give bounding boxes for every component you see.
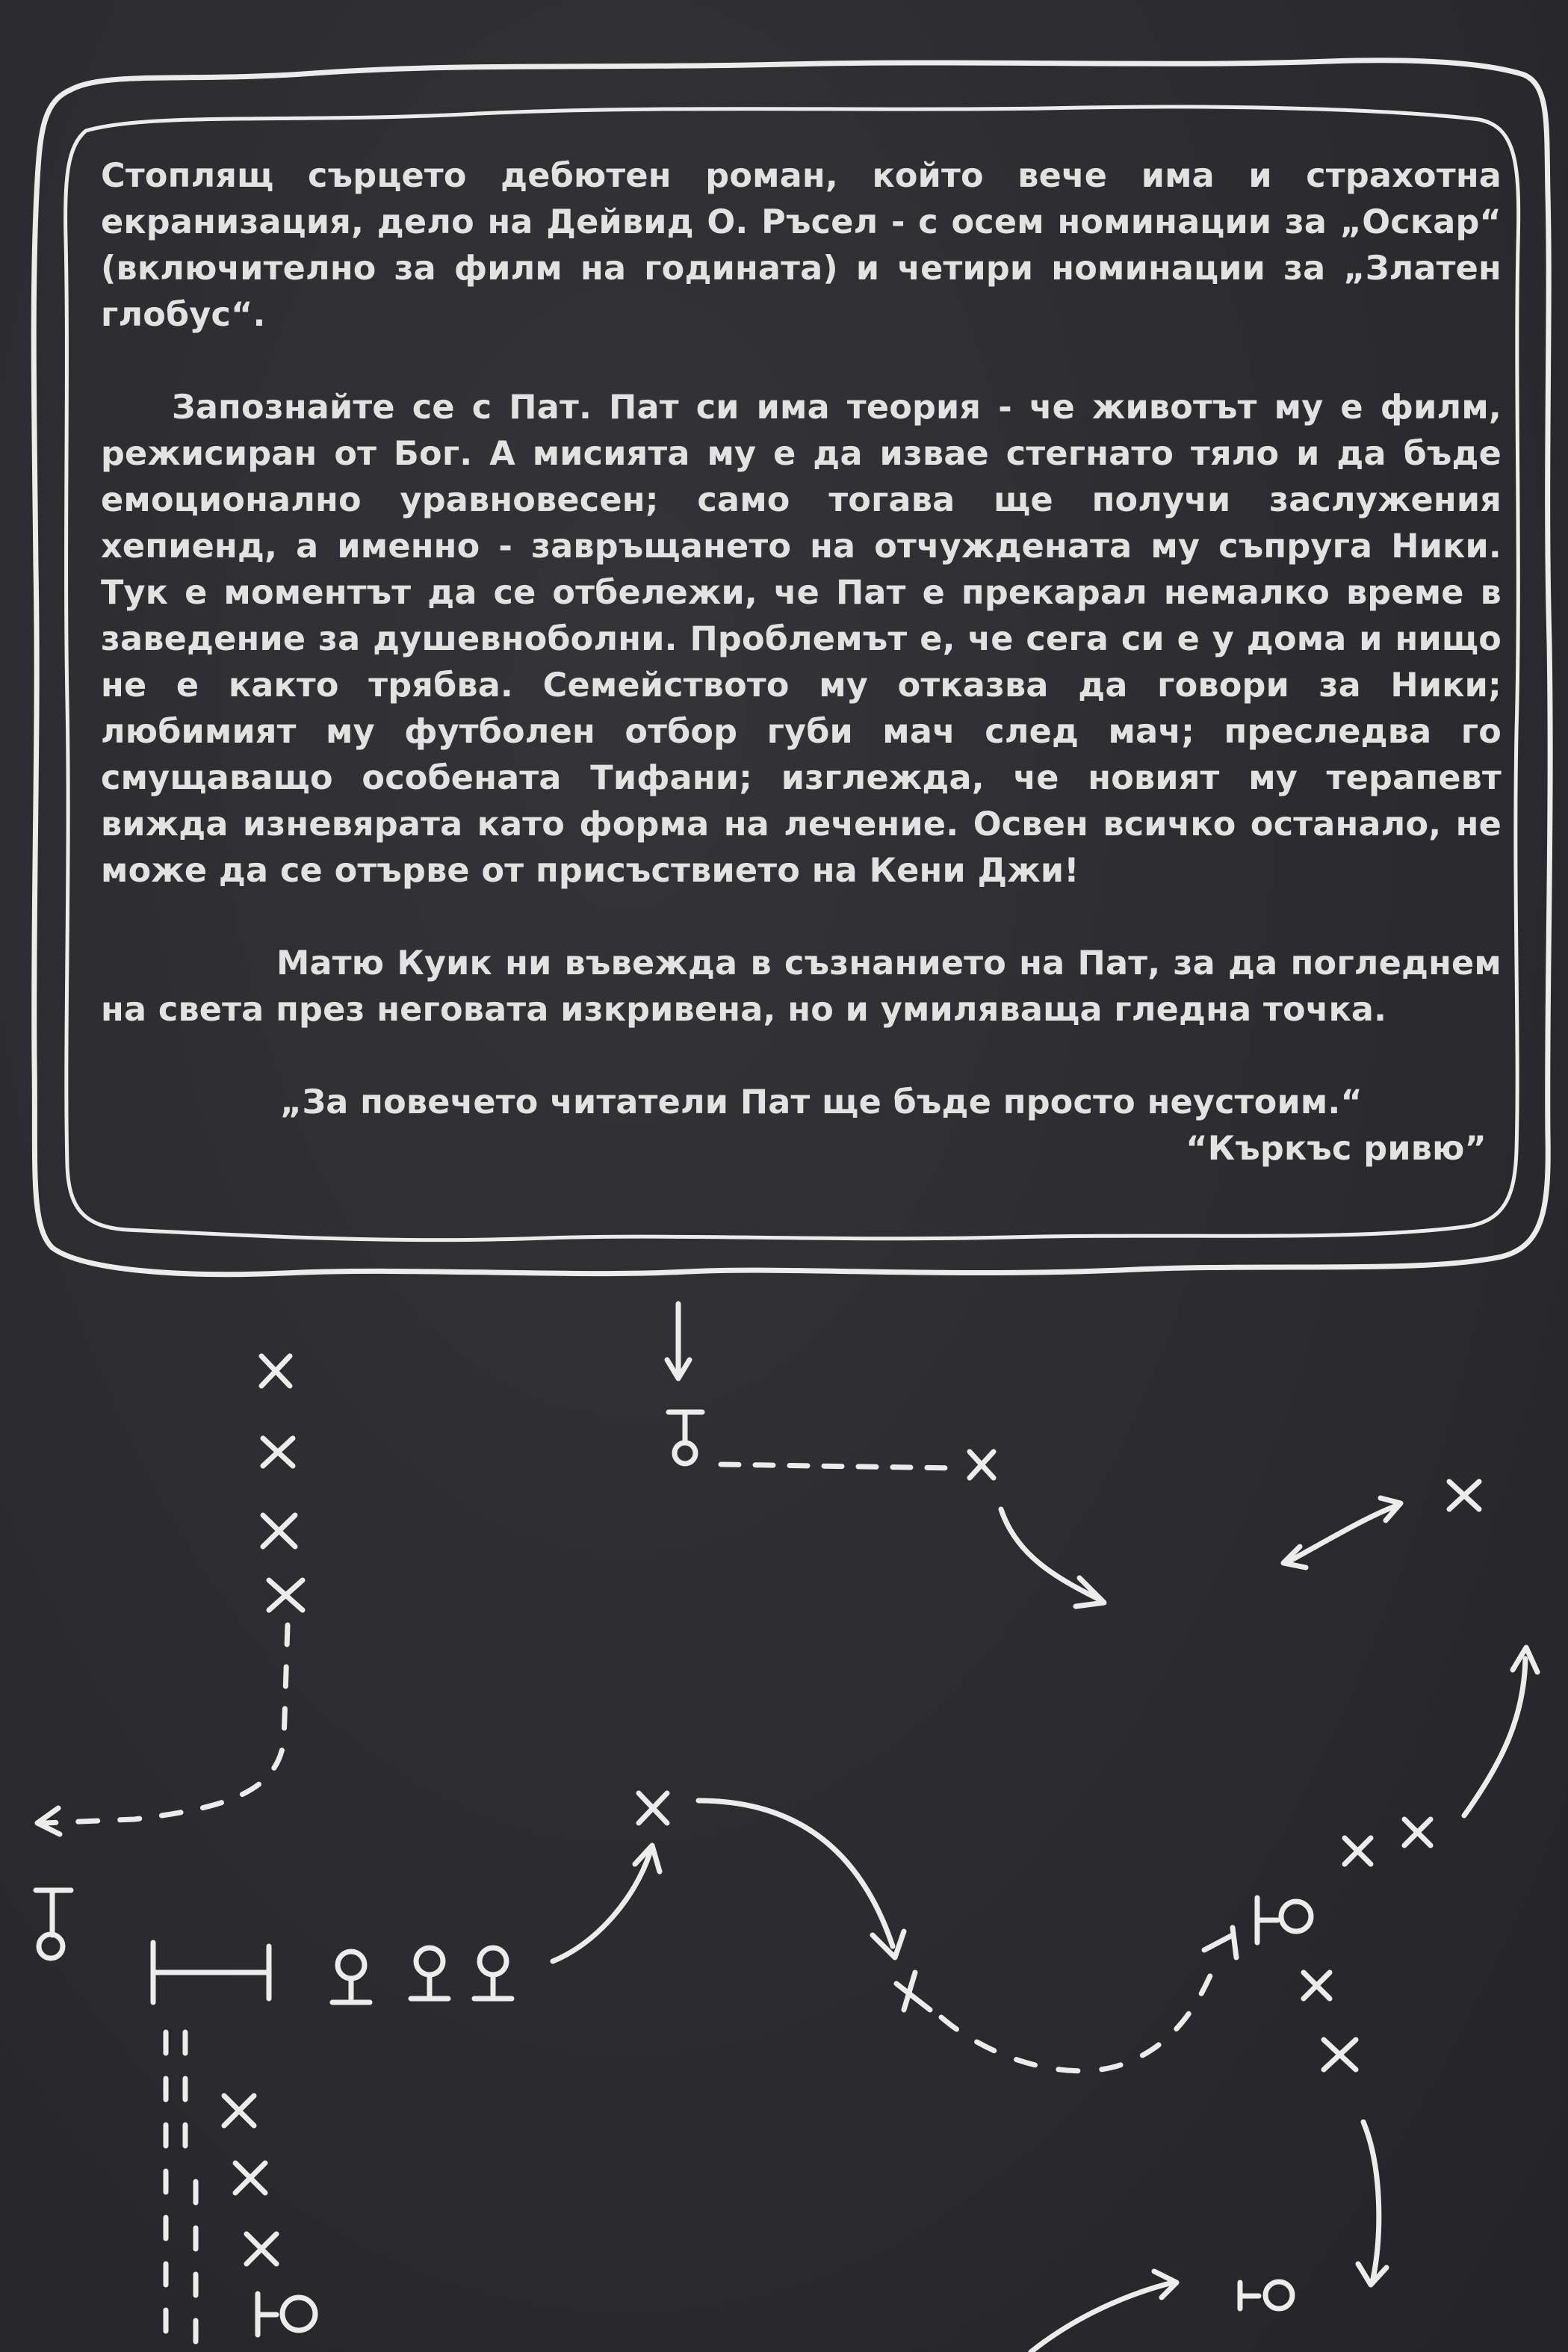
player-symbol-icon <box>669 1412 702 1464</box>
player-symbol-icon <box>332 1952 370 2002</box>
x-mark-icon <box>261 1356 290 1386</box>
player-symbol-icon <box>411 1948 448 1999</box>
player-symbol-icon <box>36 1890 71 1958</box>
review-quote: „За повечето читатели Пат ще бъде просто неустоим.“ <box>280 1083 1363 1121</box>
x-mark-icon <box>1449 1482 1479 1509</box>
down-arrow-icon <box>667 1304 690 1378</box>
x-mark-icon <box>263 1438 293 1466</box>
x-mark-icon <box>247 2234 276 2264</box>
x-mark-icon <box>224 2096 254 2126</box>
review-source: “Къркъс ривю” <box>1186 1130 1487 1168</box>
x-mark-icon <box>639 1793 667 1823</box>
x-mark-icon <box>1345 1838 1371 1864</box>
blurb-paragraph-3: Матю Куик ни въвежда в съзнанието на Пат, за да погледнем на света през неговата изкривена, но и умиляваща гледна точка. <box>101 944 1502 1029</box>
x-mark-icon <box>235 2163 265 2193</box>
blurb-paragraph-2: Запознайте се с Пат. Пат си има теория - че животът му е филм, режисиран от Бог. А мисията му е да извае стегнато тяло и да бъде емоционално уравновесен; само тогава ще получи заслужения хепиенд, а именно - завръщането на отчуждената му съпруга Ники. Тук е моментът да се отбележи, че Пат е прекарал немалко време в заведение за душевноболни. Проблемът е, че сега си е у дома и нищо не е както трябва. Семейството му отказва да говори за Ники; любимият му футболен отбор губи мач след мач; преследва го смущаващо особената Тифани; изглежда, че новият му терапевт вижда изневярата като форма на лечение. Освен всичко останало, не може да се отърве от присъствието на Кени Джи! <box>101 389 1502 890</box>
x-mark-icon <box>970 1452 994 1478</box>
x-mark-icon <box>1304 1972 1330 1999</box>
x-mark-icon <box>263 1515 295 1547</box>
x-mark-icon <box>269 1580 303 1610</box>
player-symbol-icon <box>474 1948 512 1999</box>
blurb-paragraph-1: Стоплящ сърцето дебютен роман, който вече има и страхотна екранизация, дело на Дейвид О. Ръсел - с осем номинации за „Оскар“ (включително за филм на годината) и четири номинации за „Златен глобус“. <box>101 157 1502 334</box>
x-mark-icon <box>1404 1819 1431 1845</box>
x-mark-icon <box>1324 2040 1356 2070</box>
